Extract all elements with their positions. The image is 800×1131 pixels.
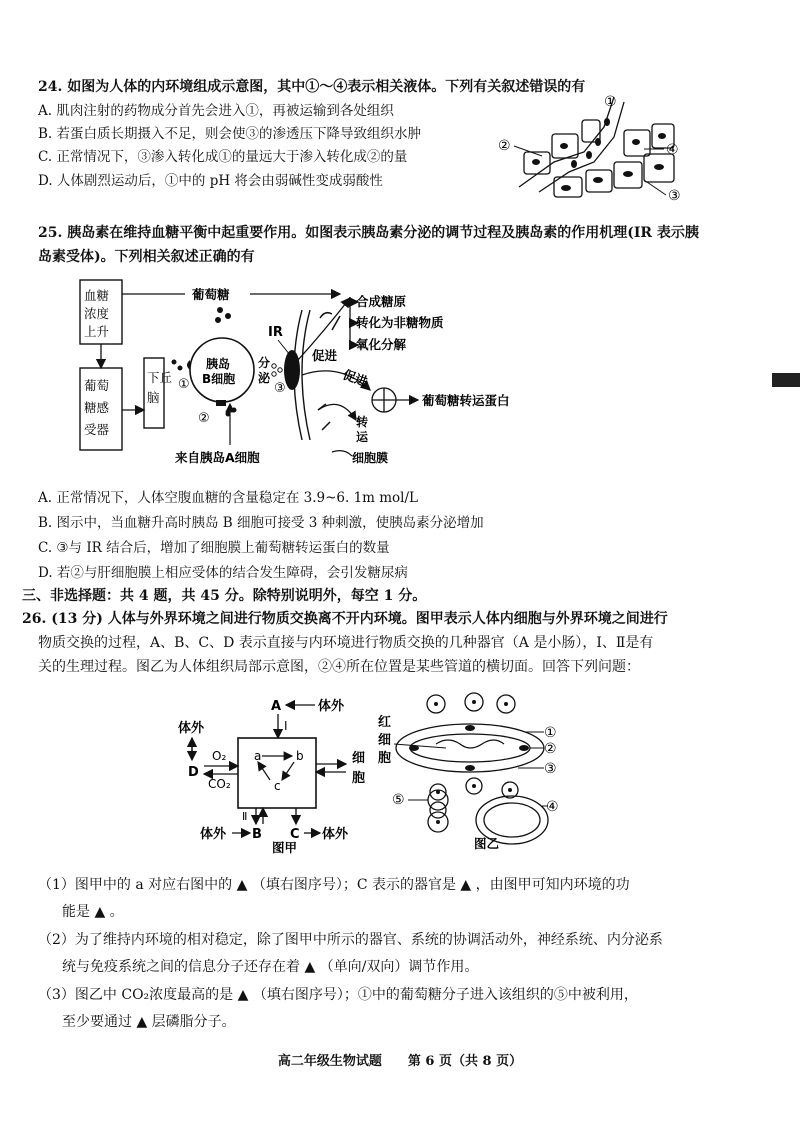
transport-l2: 运 — [356, 430, 369, 444]
transport-l1: 转 — [356, 415, 369, 429]
fig1-process-i: I — [284, 719, 288, 733]
fig2-caption: 图乙 — [474, 836, 500, 851]
q24-option-c: C. 正常情况下，③渗入转化成①的量远大于渗入转化成②的量 — [38, 149, 408, 165]
page-footer: 高二年级生物试题 第 6 页（共 8 页） — [277, 1054, 523, 1069]
glucose-label: 葡萄糖 — [192, 287, 230, 302]
fig1-node-a: a — [254, 749, 262, 763]
effect-non-sugar: 转化为非糖物质 — [356, 315, 444, 330]
fig1-outside-top: 体外 — [318, 699, 345, 714]
fig2-label-2: ② — [544, 741, 557, 757]
q26-sub3-line2: 至少要通过 ▲ 层磷脂分子。 — [62, 1014, 236, 1030]
box-hypothalamus-l1: 下丘 — [147, 370, 173, 385]
q25-insulin-figure — [70, 270, 570, 475]
q24-option-b: B. 若蛋白质长期摄入不足，则会使③的渗透压下降导致组织水肿 — [38, 126, 422, 142]
membrane-label: 细胞膜 — [352, 451, 389, 465]
fig1-outside-left: 体外 — [178, 721, 205, 736]
fig2-rbc-l3: 胞 — [378, 751, 392, 766]
islet-b-cell-l2: B细胞 — [202, 372, 236, 386]
fig1-o2: O₂ — [212, 749, 227, 763]
box-glucose-rise-l1: 血糖 — [84, 288, 110, 303]
from-islet-a-label: 来自胰岛A细胞 — [175, 450, 260, 465]
box-sensor-l1: 葡萄 — [84, 378, 110, 393]
q25-option-c: C. ③与 IR 结合后，增加了细胞膜上葡萄糖转运蛋白的数量 — [38, 540, 390, 556]
q25-stem-line1: 25. 胰岛素在维持血糖平衡中起重要作用。如图表示胰岛素分泌的调节过程及胰岛素的作用机理(IR 表示胰 — [38, 225, 699, 241]
q24-label-2: ② — [498, 138, 511, 154]
q25-option-d: D. 若②与肝细胞膜上相应受体的结合发生障碍，会引发糖尿病 — [38, 565, 408, 581]
fig1-c: C — [290, 827, 300, 842]
fig2-label-1: ① — [544, 725, 557, 741]
fig1-b: B — [252, 827, 262, 842]
ir-label: IR — [268, 325, 283, 340]
q24-label-1: ① — [604, 94, 617, 110]
box-glucose-rise-l3: 上升 — [84, 324, 110, 339]
q26-stem-line2: 物质交换的过程，A、B、C、D 表示直接与内环境进行物质交换的几种器官（A 是小肠），Ⅰ、Ⅱ是有 — [38, 635, 654, 651]
q26-figure-yi — [374, 690, 574, 852]
fig1-outside-b: 体外 — [200, 827, 227, 842]
fig1-co2: CO₂ — [208, 777, 231, 791]
signal-3-label: ③ — [274, 381, 286, 396]
box-sensor-l2: 糖感 — [84, 400, 110, 415]
q26-sub1-line2: 能是 ▲ 。 — [62, 904, 124, 920]
q25-stem-line2: 岛素受体)。下列相关叙述正确的有 — [38, 249, 255, 265]
fig1-a: A — [271, 699, 282, 714]
q26-sub1-line1: （1）图甲中的 a 对应右图中的 ▲ （填右图序号）；C 表示的器官是 ▲ ，由图甲可知内环境的功 — [38, 877, 630, 893]
islet-b-cell-l1: 胰岛 — [206, 357, 231, 371]
fig2-label-4: ④ — [546, 799, 559, 815]
section-3-heading: 三、非选择题：共 4 题，共 45 分。除特别说明外，每空 1 分。 — [22, 588, 427, 604]
q26-stem-line3: 关的生理过程。图乙为人体组织局部示意图，②④所在位置是某些管道的横切面。回答下列问题： — [38, 659, 640, 675]
promote-label-1: 促进 — [312, 348, 338, 363]
fig1-process-ii: Ⅱ — [242, 810, 248, 823]
q26-sub2-line1: （2）为了维持内环境的相对稳定，除了图甲中所示的器官、系统的协调活动外，神经系统、内分泌系 — [38, 932, 663, 948]
fig2-rbc-l1: 红 — [378, 715, 392, 730]
box-sensor-l3: 受器 — [84, 422, 110, 437]
fig2-rbc-l2: 细 — [378, 733, 392, 748]
fig1-node-b: b — [296, 749, 304, 763]
box-glucose-rise-l2: 浓度 — [84, 306, 110, 321]
box-hypothalamus-l2: 脑 — [147, 390, 160, 405]
signal-1-label: ① — [178, 377, 190, 392]
promote-label-2: 促进 — [340, 366, 370, 390]
q24-label-4: ④ — [666, 142, 679, 158]
effect-glycogen: 合成糖原 — [356, 294, 407, 309]
q25-option-a: A. 正常情况下，人体空腹血糖的含量稳定在 3.9~6. 1m mol/L — [38, 490, 419, 506]
q25-option-b: B. 图示中，当血糖升高时胰岛 B 细胞可接受 3 种刺激，使胰岛素分泌增加 — [38, 515, 484, 531]
fig2-label-5: ⑤ — [392, 792, 405, 808]
secrete-l1: 分 — [258, 356, 271, 370]
fig1-cell-l1: 细 — [352, 751, 366, 766]
fig1-cell-l2: 胞 — [352, 771, 366, 786]
q26-stem-line1: 26. (13 分) 人体与外界环境之间进行物质交换离不开内环境。图甲表示人体内细胞与外界环境之间进行 — [22, 611, 668, 627]
q24-option-d: D. 人体剧烈运动后，①中的 pH 将会由弱碱性变成弱酸性 — [38, 173, 383, 189]
q24-tissue-figure — [494, 92, 694, 212]
q24-label-3: ③ — [668, 188, 681, 204]
transporter-label: 葡萄糖转运蛋白 — [422, 393, 510, 408]
fig1-d: D — [188, 765, 199, 780]
q26-figure-jia — [170, 692, 390, 854]
signal-2-label: ② — [198, 411, 210, 426]
fig1-outside-c: 体外 — [322, 827, 349, 842]
fig1-node-c: c — [274, 779, 281, 793]
q24-stem: 24. 如图为人体的内环境组成示意图，其中①～④表示相关液体。下列有关叙述错误的有 — [38, 79, 586, 95]
q26-sub3-line1: （3）图乙中 CO₂浓度最高的是 ▲ （填右图序号）；①中的葡萄糖分子进入该组织的⑤中被利用， — [38, 987, 638, 1003]
effect-oxidation: 氧化分解 — [356, 337, 407, 352]
fig1-caption: 图甲 — [272, 840, 298, 854]
q24-option-a: A. 肌肉注射的药物成分首先会进入①，再被运输到各处组织 — [38, 103, 394, 119]
secrete-l2: 泌 — [258, 371, 271, 385]
fig2-label-3: ③ — [544, 761, 557, 777]
q26-sub2-line2: 统与免疫系统之间的信息分子还存在着 ▲ （单向/双向）调节作用。 — [62, 959, 479, 975]
scan-edge-mark — [772, 373, 800, 387]
